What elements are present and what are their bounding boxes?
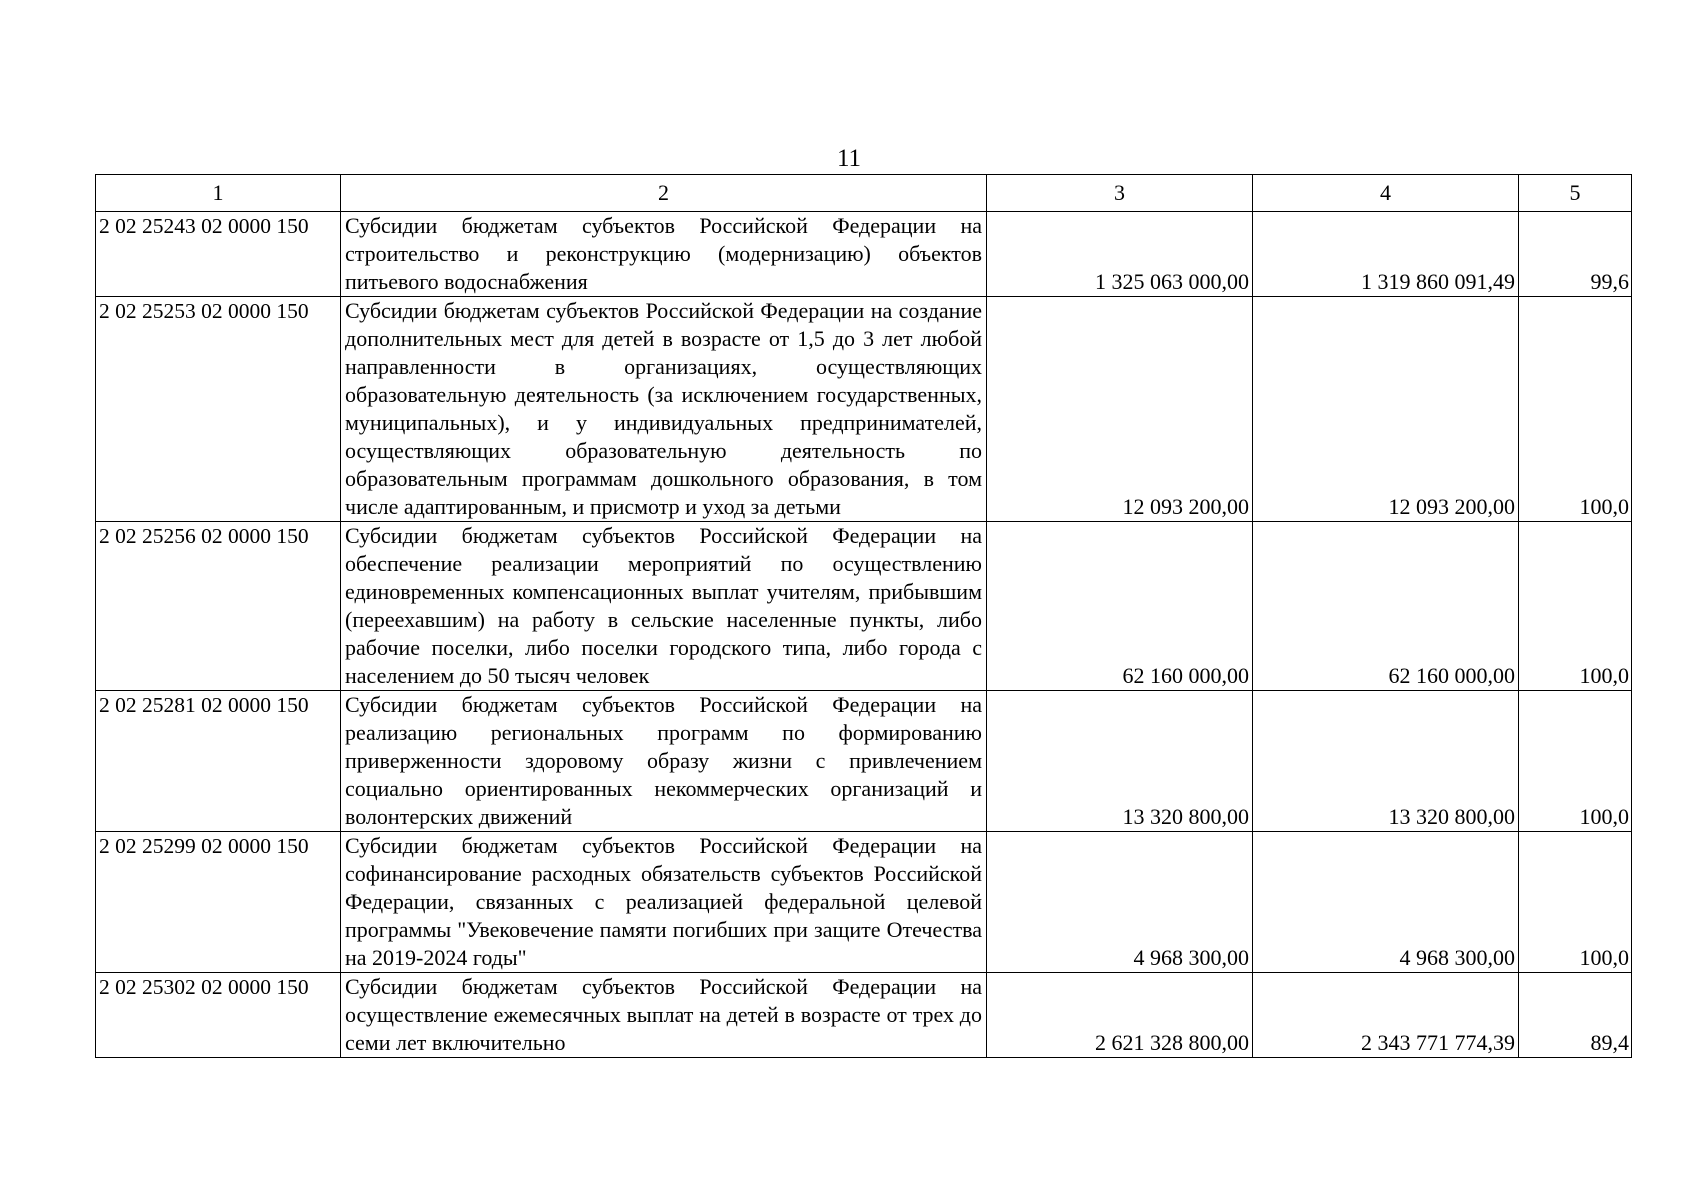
- header-col-2: 2: [341, 175, 987, 212]
- budget-code: 2 02 25253 02 0000 150: [96, 297, 341, 522]
- header-col-1: 1: [96, 175, 341, 212]
- execution-percent: 100,0: [1519, 691, 1632, 832]
- executed-amount: 1 319 860 091,49: [1253, 212, 1519, 297]
- budget-code: 2 02 25243 02 0000 150: [96, 212, 341, 297]
- table-row: [96, 522, 1632, 691]
- planned-amount: 12 093 200,00: [987, 297, 1253, 522]
- table-row: [96, 832, 1632, 973]
- executed-amount: 62 160 000,00: [1253, 522, 1519, 691]
- table-body: [96, 212, 1632, 1058]
- planned-amount: 13 320 800,00: [987, 691, 1253, 832]
- header-col-5: 5: [1519, 175, 1632, 212]
- executed-amount: 2 343 771 774,39: [1253, 973, 1519, 1058]
- executed-amount: 12 093 200,00: [1253, 297, 1519, 522]
- subsidy-description: Субсидии бюджетам субъектов Российской Федерации на софинансирование расходных обязательств субъектов Российской Федерации, связанных с реализацией федеральной целевой программы "Увековечение памяти погибших при защите Отечества на 2019-2024 годы": [341, 832, 987, 973]
- budget-code: 2 02 25256 02 0000 150: [96, 522, 341, 691]
- header-row: [96, 175, 1632, 212]
- budget-code: 2 02 25302 02 0000 150: [96, 973, 341, 1058]
- planned-amount: 4 968 300,00: [987, 832, 1253, 973]
- subsidy-description: Субсидии бюджетам субъектов Российской Федерации на обеспечение реализации мероприятий по осуществлению единовременных компенсационных выплат учителям, прибывшим (переехавшим) на работу в сельские населенные пункты, либо рабочие поселки, либо поселки городского типа, либо города с населением до 50 тысяч человек: [341, 522, 987, 691]
- table-row: [96, 973, 1632, 1058]
- execution-percent: 100,0: [1519, 522, 1632, 691]
- execution-percent: 100,0: [1519, 297, 1632, 522]
- planned-amount: 62 160 000,00: [987, 522, 1253, 691]
- table-header: [96, 175, 1632, 212]
- budget-table: [95, 174, 1632, 1058]
- execution-percent: 89,4: [1519, 973, 1632, 1058]
- planned-amount: 2 621 328 800,00: [987, 973, 1253, 1058]
- execution-percent: 99,6: [1519, 212, 1632, 297]
- table-row: [96, 297, 1632, 522]
- planned-amount: 1 325 063 000,00: [987, 212, 1253, 297]
- table-row: [96, 212, 1632, 297]
- subsidy-description: Субсидии бюджетам субъектов Российской Федерации на создание дополнительных мест для детей в возрасте от 1,5 до 3 лет любой направленности в организациях, осуществляющих образовательную деятельность (за исключением государственных, муниципальных), и у индивидуальных предпринимателей, осуществляющих образовательную деятельность по образовательным программам дошкольного образования, в том числе адаптированным, и присмотр и уход за детьми: [341, 297, 987, 522]
- page-number: 11: [836, 145, 862, 172]
- subsidy-description: Субсидии бюджетам субъектов Российской Федерации на реализацию региональных программ по формированию приверженности здоровому образу жизни с привлечением социально ориентированных некоммерческих организаций и волонтерских движений: [341, 691, 987, 832]
- budget-code: 2 02 25299 02 0000 150: [96, 832, 341, 973]
- header-col-3: 3: [987, 175, 1253, 212]
- budget-code: 2 02 25281 02 0000 150: [96, 691, 341, 832]
- subsidy-description: Субсидии бюджетам субъектов Российской Федерации на строительство и реконструкцию (модернизацию) объектов питьевого водоснабжения: [341, 212, 987, 297]
- header-col-4: 4: [1253, 175, 1519, 212]
- executed-amount: 4 968 300,00: [1253, 832, 1519, 973]
- table-row: [96, 691, 1632, 832]
- execution-percent: 100,0: [1519, 832, 1632, 973]
- executed-amount: 13 320 800,00: [1253, 691, 1519, 832]
- subsidy-description: Субсидии бюджетам субъектов Российской Федерации на осуществление ежемесячных выплат на детей в возрасте от трех до семи лет включительно: [341, 973, 987, 1058]
